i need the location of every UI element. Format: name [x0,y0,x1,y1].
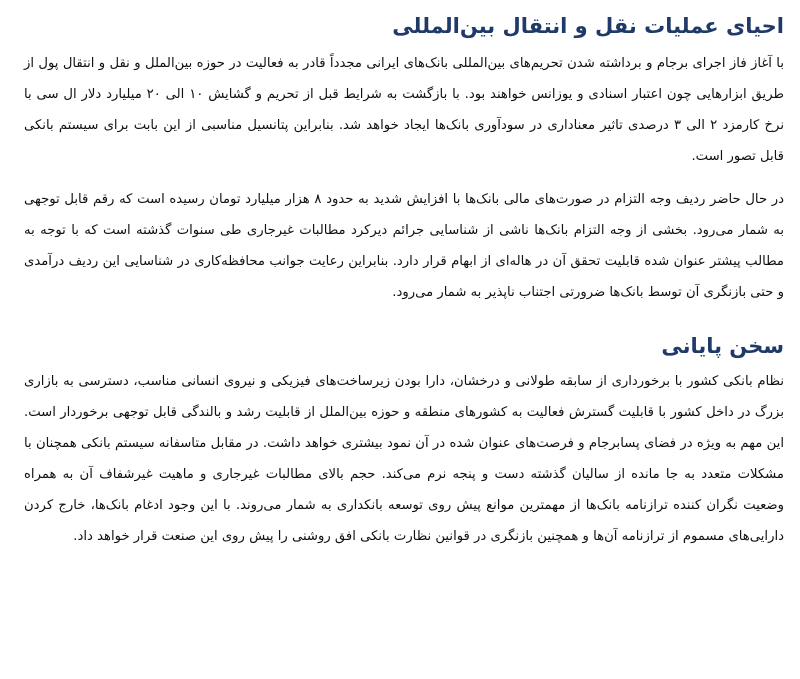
section-heading-international-transfers: احیای عملیات نقل و انتقال بین‌المللی [392,14,784,38]
paragraph-conclusion: نظام بانکی کشور با برخورداری از سابقه طولانی و درخشان، دارا بودن زیرساخت‌های فیزیکی و نیروی انسانی مناسب، دسترسی به بازاری بزرگ در داخل کشور با قابلیت گسترش فعالیت به کشورهای منطقه و حوزه بین‌الملل از قابلیت رشد و بالندگی قابل توجهی برخوردار است. این مهم به ویژه در فضای پسابرجام و فرصت‌های عنوان شده در آن نمود بیشتری خواهد داشت. در مقابل متاسفانه سیستم بانکی همچنان با مشکلات متعدد به جا مانده از سالیان گذشته دست و پنجه نرم می‌کند. حجم بالای مطالبات غیرجاری و ماهیت غیرشفاف آن به همراه وضعیت نگران کننده ترازنامه بانک‌ها از مهمترین موانع پیش روی توسعه بانکداری به شمار می‌روند. با این وجود ادغام بانک‌ها، خارج کردن دارایی‌های مسموم از ترازنامه آن‌ها و همچنین بازنگری در قوانین نظارت بانکی افق روشنی را پیش روی این صنعت قرار خواهد داد. [24,374,784,544]
paragraph-penalty-income: در حال حاضر ردیف وجه التزام در صورت‌های مالی بانک‌ها با افزایش شدید به حدود ۸ هزار میلیارد تومان رسیده است که رقم قابل توجهی به شمار می‌رود. بخشی از وجه التزام بانک‌ها ناشی از شناسایی جرائم دیرکرد مطالبات غیرجاری طی سنوات گذشته است که با توجه به مطالب پیشتر عنوان شده قابلیت تحقق آن در هاله‌ای از ابهام قرار دارد. بنابراین رعایت جوانب محافظه‌کاری در شناسایی این ردیف درآمدی و حتی بازنگری آن توسط بانک‌ها ضرورتی اجتناب ناپذیر به شمار می‌رود. [24,192,784,300]
section-heading-conclusion: سخن پایانی [661,334,784,358]
paragraph-brjam-transfers: با آغاز فاز اجرای برجام و برداشته شدن تحریم‌های بین‌المللی بانک‌های ایرانی مجدداً قادر به فعالیت در حوزه بین‌الملل و نقل و انتقال پول از طریق ابزارهایی چون اعتبار اسنادی و یوزانس خواهند بود. با بازگشت به شرایط قبل از تحریم و گشایش ۱۰ الی ۲۰ میلیارد دلار ال سی با نرخ کارمزد ۲ الی ۳ درصدی تاثیر معناداری در سودآوری بانک‌ها ایجاد خواهد شد. بنابراین پتانسیل مناسبی از این بابت برای سیستم بانکی قابل تصور است. [24,56,785,164]
